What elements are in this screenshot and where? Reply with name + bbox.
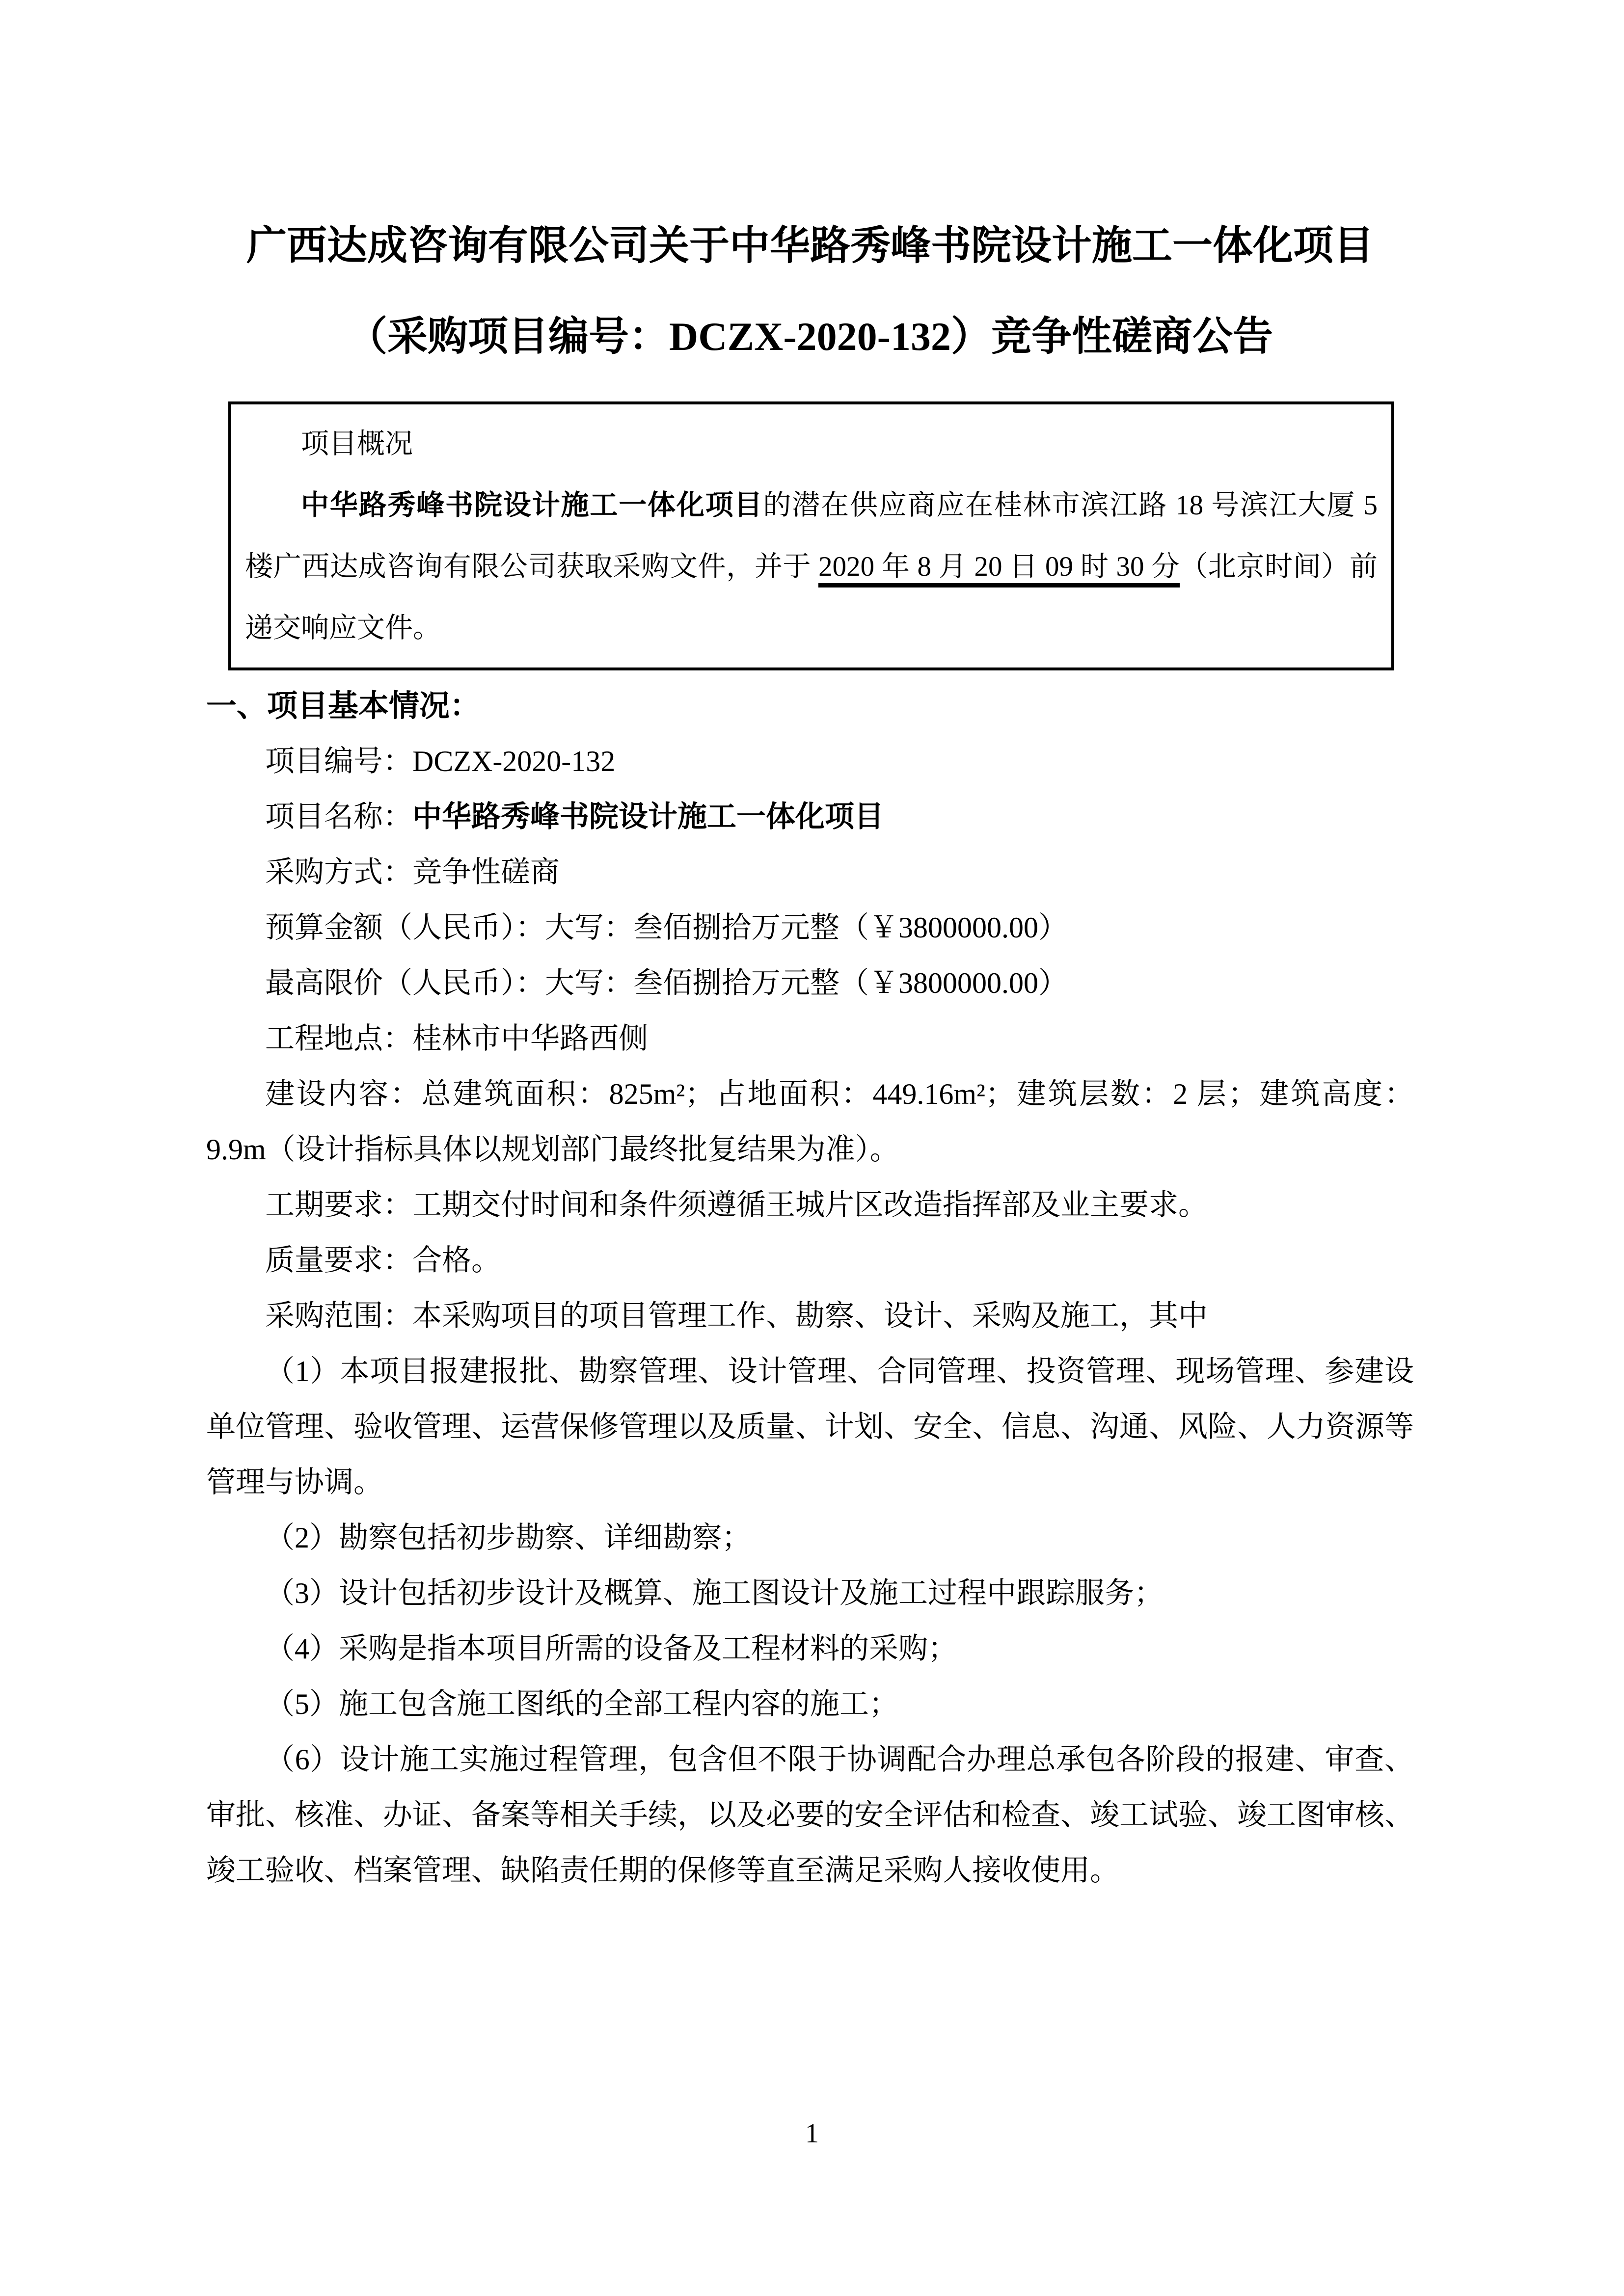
text-run: （1）本项目报建报批、勘察管理、设计管理、合同管理、投资管理、现场管理、参建设单位管理、验收管理、运营保修管理以及质量、计划、安全、信息、沟通、风险、人力资源等管理与协调。 [206,1355,1414,1498]
body-paragraph [206,845,1414,900]
text-run: （6）设计施工实施过程管理，包含但不限于协调配合办理总承包各阶段的报建、审查、审批、核准、办证、备案等相关手续，以及必要的安全评估和检查、竣工试验、竣工图审核、竣工验收、档案管理、缺陷责任期的保修等直至满足采购人接收使用。 [206,1743,1414,1887]
document-title [206,200,1414,382]
body-paragraph [206,1677,1414,1732]
body-paragraph [206,1621,1414,1677]
body-paragraph [206,1177,1414,1233]
body-paragraph [206,1011,1414,1067]
body-paragraph [206,1067,1414,1177]
text-run: （4）采购是指本项目所需的设备及工程材料的采购； [265,1632,957,1665]
section-basic-info [206,678,1414,1898]
body-paragraph [206,734,1414,789]
text-run: 采购范围：本采购项目的项目管理工作、勘察、设计、采购及施工，其中 [265,1300,1208,1332]
text-run: 建设内容：总建筑面积：825m²；占地面积：449.16m²；建筑层数：2 层；建筑高度：9.9m（设计指标具体以规划部门最终批复结果为准）。 [206,1078,1414,1166]
text-run: （北京时间）前递交响应文件。 [245,551,1378,643]
body-paragraph [206,1566,1414,1621]
underlined-text: 2020 年 8 月 20 日 09 时 30 分 [818,551,1180,587]
document-title-line-2: （采购项目编号：DCZX-2020-132）竞争性磋商公告 [347,314,1273,359]
text-run: （2）勘察包括初步勘察、详细勘察； [265,1522,751,1554]
text-run: 工程地点：桂林市中华路西侧 [265,1022,648,1055]
text-run: 最高限价（人民币）：大写：叁佰捌拾万元整（￥3800000.00） [265,967,1068,999]
overview-box-paragraph [245,475,1378,659]
body-paragraph [206,1732,1414,1898]
text-run: 预算金额（人民币）：大写：叁佰捌拾万元整（￥3800000.00） [265,911,1068,944]
section-heading: 一、项目基本情况： [206,689,481,723]
text-run: 质量要求：合格。 [265,1244,501,1277]
text-run: 的潜在供应商应在桂林市滨江路 18 号滨江大厦 5 楼广西达成咨询有限公司获取采购文件，并于 [245,490,1378,582]
page-number: 1 [805,2118,819,2149]
project-overview-box [228,401,1394,670]
section-paragraph-list [206,734,1414,1898]
bold-text: 中华路秀峰书院设计施工一体化项目 [301,490,763,521]
text-run: 采购方式：竞争性磋商 [265,856,560,888]
body-paragraph [206,1233,1414,1288]
body-paragraph [206,1288,1414,1344]
body-paragraph [206,900,1414,956]
body-paragraph [206,789,1414,845]
overview-box-heading: 项目概况 [301,428,413,459]
body-paragraph [206,1510,1414,1566]
document-content [0,200,1624,1898]
body-paragraph [206,956,1414,1011]
bold-text: 中华路秀峰书院设计施工一体化项目 [412,801,884,833]
text-run: 项目编号：DCZX-2020-132 [265,745,616,777]
text-run: （3）设计包括初步设计及概算、施工图设计及施工过程中跟踪服务； [265,1577,1164,1609]
document-title-line-1: 广西达成咨询有限公司关于中华路秀峰书院设计施工一体化项目 [246,223,1374,268]
text-run: 工期要求：工期交付时间和条件须遵循王城片区改造指挥部及业主要求。 [265,1189,1208,1221]
text-run: （5）施工包含施工图纸的全部工程内容的施工； [265,1688,898,1720]
text-run: 项目名称： [265,801,412,833]
body-paragraph [206,1344,1414,1510]
